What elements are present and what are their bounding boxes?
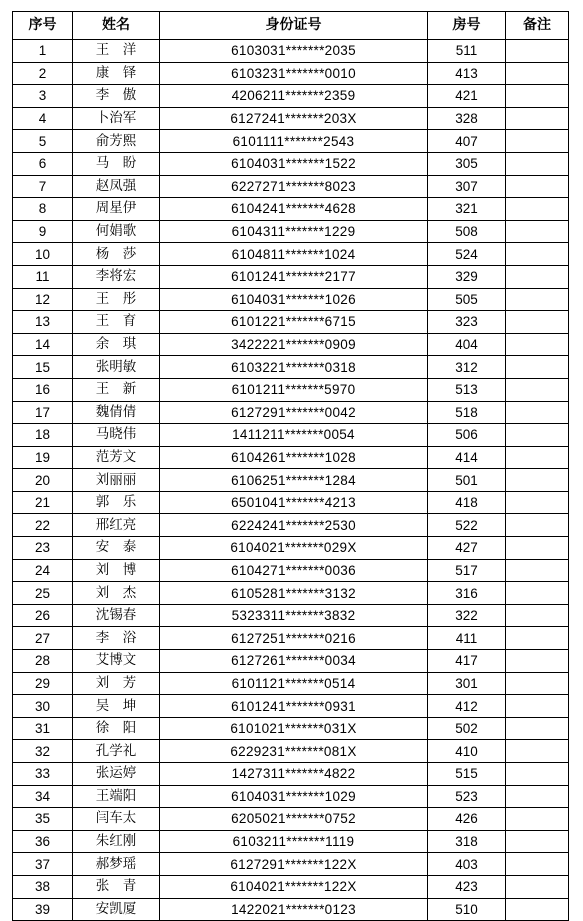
remark-cell xyxy=(506,830,569,853)
room-number-cell: 411 xyxy=(428,627,506,650)
person-name-cell: 马晓伟 xyxy=(73,424,160,447)
row-number-cell: 26 xyxy=(13,604,73,627)
header-row xyxy=(13,12,569,40)
row-number-cell: 32 xyxy=(13,740,73,763)
id-number-cell: 6104271*******0036 xyxy=(160,559,428,582)
person-name-cell: 康 铎 xyxy=(73,62,160,85)
room-number-cell: 523 xyxy=(428,785,506,808)
id-number-cell: 6101211*******5970 xyxy=(160,378,428,401)
remark-cell xyxy=(506,265,569,288)
room-number-cell: 307 xyxy=(428,175,506,198)
table-row xyxy=(13,265,569,288)
person-name-cell: 孔学礼 xyxy=(73,740,160,763)
table-row xyxy=(13,582,569,605)
room-number-cell: 510 xyxy=(428,898,506,921)
person-name-cell: 范芳文 xyxy=(73,446,160,469)
room-number-cell: 427 xyxy=(428,537,506,560)
remark-cell xyxy=(506,446,569,469)
id-number-cell: 6105281*******3132 xyxy=(160,582,428,605)
id-number-cell: 1422021*******0123 xyxy=(160,898,428,921)
row-number-cell: 9 xyxy=(13,220,73,243)
table-row xyxy=(13,401,569,424)
row-number-cell: 20 xyxy=(13,469,73,492)
row-number-cell: 8 xyxy=(13,198,73,221)
table-row xyxy=(13,446,569,469)
room-number-cell: 323 xyxy=(428,311,506,334)
id-number-cell: 6104021*******029X xyxy=(160,537,428,560)
room-number-cell: 505 xyxy=(428,288,506,311)
person-name-cell: 郝梦瑶 xyxy=(73,853,160,876)
id-number-cell: 6127241*******203X xyxy=(160,107,428,130)
row-number-cell: 39 xyxy=(13,898,73,921)
remark-cell xyxy=(506,695,569,718)
room-number-cell: 513 xyxy=(428,378,506,401)
table-row xyxy=(13,220,569,243)
row-number-cell: 24 xyxy=(13,559,73,582)
row-number-cell: 23 xyxy=(13,537,73,560)
remark-cell xyxy=(506,604,569,627)
room-number-cell: 412 xyxy=(428,695,506,718)
table-row xyxy=(13,288,569,311)
table-row xyxy=(13,243,569,266)
room-number-cell: 423 xyxy=(428,875,506,898)
row-number-cell: 12 xyxy=(13,288,73,311)
table-row xyxy=(13,830,569,853)
header-no: 序号 xyxy=(13,12,73,40)
table-row xyxy=(13,627,569,650)
room-number-cell: 328 xyxy=(428,107,506,130)
table-row xyxy=(13,785,569,808)
id-number-cell: 6101121*******0514 xyxy=(160,672,428,695)
person-name-cell: 安 泰 xyxy=(73,537,160,560)
person-name-cell: 俞芳熙 xyxy=(73,130,160,153)
room-number-cell: 305 xyxy=(428,152,506,175)
id-number-cell: 6103031*******2035 xyxy=(160,40,428,63)
row-number-cell: 25 xyxy=(13,582,73,605)
table-row xyxy=(13,469,569,492)
room-number-cell: 524 xyxy=(428,243,506,266)
remark-cell xyxy=(506,650,569,673)
row-number-cell: 28 xyxy=(13,650,73,673)
id-number-cell: 6127291*******0042 xyxy=(160,401,428,424)
row-number-cell: 36 xyxy=(13,830,73,853)
row-number-cell: 4 xyxy=(13,107,73,130)
id-number-cell: 6229231*******081X xyxy=(160,740,428,763)
table-row xyxy=(13,604,569,627)
person-name-cell: 刘 芳 xyxy=(73,672,160,695)
table-row xyxy=(13,491,569,514)
remark-cell xyxy=(506,582,569,605)
table-row xyxy=(13,130,569,153)
person-name-cell: 张明敏 xyxy=(73,356,160,379)
remark-cell xyxy=(506,243,569,266)
room-number-cell: 417 xyxy=(428,650,506,673)
person-name-cell: 闫车太 xyxy=(73,808,160,831)
person-name-cell: 王端阳 xyxy=(73,785,160,808)
person-name-cell: 郭 乐 xyxy=(73,491,160,514)
remark-cell xyxy=(506,333,569,356)
person-name-cell: 王 新 xyxy=(73,378,160,401)
remark-cell xyxy=(506,130,569,153)
id-number-cell: 6103231*******0010 xyxy=(160,62,428,85)
room-number-cell: 312 xyxy=(428,356,506,379)
person-name-cell: 李 浴 xyxy=(73,627,160,650)
room-number-cell: 522 xyxy=(428,514,506,537)
row-number-cell: 19 xyxy=(13,446,73,469)
id-number-cell: 4206211*******2359 xyxy=(160,85,428,108)
id-number-cell: 6501041*******4213 xyxy=(160,491,428,514)
remark-cell xyxy=(506,311,569,334)
person-name-cell: 朱红刚 xyxy=(73,830,160,853)
person-name-cell: 邢红亮 xyxy=(73,514,160,537)
row-number-cell: 21 xyxy=(13,491,73,514)
table-row xyxy=(13,650,569,673)
table-row xyxy=(13,695,569,718)
table-row xyxy=(13,311,569,334)
room-number-cell: 518 xyxy=(428,401,506,424)
row-number-cell: 14 xyxy=(13,333,73,356)
table-row xyxy=(13,424,569,447)
person-name-cell: 沈锡春 xyxy=(73,604,160,627)
table-row xyxy=(13,514,569,537)
table-row xyxy=(13,808,569,831)
room-number-cell: 316 xyxy=(428,582,506,605)
id-number-cell: 6127251*******0216 xyxy=(160,627,428,650)
table-row xyxy=(13,559,569,582)
room-number-cell: 321 xyxy=(428,198,506,221)
row-number-cell: 10 xyxy=(13,243,73,266)
room-number-cell: 329 xyxy=(428,265,506,288)
remark-cell xyxy=(506,514,569,537)
row-number-cell: 38 xyxy=(13,875,73,898)
row-number-cell: 22 xyxy=(13,514,73,537)
table-row xyxy=(13,740,569,763)
roster-table xyxy=(12,11,569,921)
table-row xyxy=(13,763,569,786)
id-number-cell: 6104811*******1024 xyxy=(160,243,428,266)
remark-cell xyxy=(506,763,569,786)
table-row xyxy=(13,875,569,898)
person-name-cell: 艾博文 xyxy=(73,650,160,673)
person-name-cell: 魏倩倩 xyxy=(73,401,160,424)
row-number-cell: 5 xyxy=(13,130,73,153)
id-number-cell: 5323311*******3832 xyxy=(160,604,428,627)
id-number-cell: 6106251*******1284 xyxy=(160,469,428,492)
row-number-cell: 30 xyxy=(13,695,73,718)
id-number-cell: 6101021*******031X xyxy=(160,717,428,740)
person-name-cell: 卜治军 xyxy=(73,107,160,130)
remark-cell xyxy=(506,672,569,695)
row-number-cell: 27 xyxy=(13,627,73,650)
header-room: 房号 xyxy=(428,12,506,40)
remark-cell xyxy=(506,491,569,514)
row-number-cell: 11 xyxy=(13,265,73,288)
room-number-cell: 418 xyxy=(428,491,506,514)
person-name-cell: 王 洋 xyxy=(73,40,160,63)
person-name-cell: 赵凤强 xyxy=(73,175,160,198)
id-number-cell: 6101241*******2177 xyxy=(160,265,428,288)
room-number-cell: 421 xyxy=(428,85,506,108)
id-number-cell: 6227271*******8023 xyxy=(160,175,428,198)
id-number-cell: 6104241*******4628 xyxy=(160,198,428,221)
id-number-cell: 6104311*******1229 xyxy=(160,220,428,243)
remark-cell xyxy=(506,424,569,447)
remark-cell xyxy=(506,469,569,492)
id-number-cell: 3422221*******0909 xyxy=(160,333,428,356)
remark-cell xyxy=(506,559,569,582)
remark-cell xyxy=(506,898,569,921)
remark-cell xyxy=(506,107,569,130)
id-number-cell: 6103211*******1119 xyxy=(160,830,428,853)
row-number-cell: 6 xyxy=(13,152,73,175)
table-row xyxy=(13,175,569,198)
row-number-cell: 35 xyxy=(13,808,73,831)
table-row xyxy=(13,853,569,876)
room-number-cell: 414 xyxy=(428,446,506,469)
person-name-cell: 张 青 xyxy=(73,875,160,898)
room-number-cell: 413 xyxy=(428,62,506,85)
id-number-cell: 6104031*******1522 xyxy=(160,152,428,175)
row-number-cell: 3 xyxy=(13,85,73,108)
person-name-cell: 周星伊 xyxy=(73,198,160,221)
remark-cell xyxy=(506,40,569,63)
table-body xyxy=(13,40,569,921)
id-number-cell: 6104261*******1028 xyxy=(160,446,428,469)
table-row xyxy=(13,356,569,379)
row-number-cell: 16 xyxy=(13,378,73,401)
row-number-cell: 1 xyxy=(13,40,73,63)
remark-cell xyxy=(506,85,569,108)
id-number-cell: 6127261*******0034 xyxy=(160,650,428,673)
remark-cell xyxy=(506,537,569,560)
table-row xyxy=(13,40,569,63)
room-number-cell: 318 xyxy=(428,830,506,853)
table-row xyxy=(13,537,569,560)
table-row xyxy=(13,152,569,175)
person-name-cell: 杨 莎 xyxy=(73,243,160,266)
header-note: 备注 xyxy=(506,12,569,40)
person-name-cell: 余 琪 xyxy=(73,333,160,356)
header-name: 姓名 xyxy=(73,12,160,40)
room-number-cell: 511 xyxy=(428,40,506,63)
remark-cell xyxy=(506,175,569,198)
person-name-cell: 王 育 xyxy=(73,311,160,334)
remark-cell xyxy=(506,356,569,379)
table-row xyxy=(13,62,569,85)
table-row xyxy=(13,378,569,401)
table-row xyxy=(13,107,569,130)
remark-cell xyxy=(506,627,569,650)
id-number-cell: 6127291*******122X xyxy=(160,853,428,876)
remark-cell xyxy=(506,717,569,740)
remark-cell xyxy=(506,288,569,311)
table-row xyxy=(13,198,569,221)
room-number-cell: 515 xyxy=(428,763,506,786)
room-number-cell: 426 xyxy=(428,808,506,831)
room-number-cell: 403 xyxy=(428,853,506,876)
remark-cell xyxy=(506,785,569,808)
remark-cell xyxy=(506,401,569,424)
id-number-cell: 6101111*******2543 xyxy=(160,130,428,153)
room-number-cell: 322 xyxy=(428,604,506,627)
table-row xyxy=(13,333,569,356)
person-name-cell: 李 傲 xyxy=(73,85,160,108)
id-number-cell: 6104021*******122X xyxy=(160,875,428,898)
row-number-cell: 13 xyxy=(13,311,73,334)
table-row xyxy=(13,672,569,695)
remark-cell xyxy=(506,198,569,221)
person-name-cell: 安凯厦 xyxy=(73,898,160,921)
row-number-cell: 2 xyxy=(13,62,73,85)
person-name-cell: 王 彤 xyxy=(73,288,160,311)
id-number-cell: 6205021*******0752 xyxy=(160,808,428,831)
person-name-cell: 刘 博 xyxy=(73,559,160,582)
table-row xyxy=(13,717,569,740)
room-number-cell: 506 xyxy=(428,424,506,447)
row-number-cell: 31 xyxy=(13,717,73,740)
person-name-cell: 李将宏 xyxy=(73,265,160,288)
remark-cell xyxy=(506,152,569,175)
id-number-cell: 6104031*******1029 xyxy=(160,785,428,808)
row-number-cell: 18 xyxy=(13,424,73,447)
person-name-cell: 马 盼 xyxy=(73,152,160,175)
remark-cell xyxy=(506,740,569,763)
person-name-cell: 刘丽丽 xyxy=(73,469,160,492)
person-name-cell: 徐 阳 xyxy=(73,717,160,740)
remark-cell xyxy=(506,808,569,831)
room-number-cell: 517 xyxy=(428,559,506,582)
remark-cell xyxy=(506,62,569,85)
row-number-cell: 17 xyxy=(13,401,73,424)
remark-cell xyxy=(506,875,569,898)
row-number-cell: 29 xyxy=(13,672,73,695)
table-header xyxy=(13,12,569,40)
person-name-cell: 吴 坤 xyxy=(73,695,160,718)
id-number-cell: 6224241*******2530 xyxy=(160,514,428,537)
id-number-cell: 6101221*******6715 xyxy=(160,311,428,334)
id-number-cell: 1427311*******4822 xyxy=(160,763,428,786)
person-name-cell: 刘 杰 xyxy=(73,582,160,605)
row-number-cell: 15 xyxy=(13,356,73,379)
table-row xyxy=(13,85,569,108)
room-number-cell: 407 xyxy=(428,130,506,153)
id-number-cell: 1411211*******0054 xyxy=(160,424,428,447)
table-row xyxy=(13,898,569,921)
row-number-cell: 34 xyxy=(13,785,73,808)
room-number-cell: 501 xyxy=(428,469,506,492)
row-number-cell: 7 xyxy=(13,175,73,198)
id-number-cell: 6104031*******1026 xyxy=(160,288,428,311)
remark-cell xyxy=(506,220,569,243)
room-number-cell: 301 xyxy=(428,672,506,695)
header-id: 身份证号 xyxy=(160,12,428,40)
row-number-cell: 33 xyxy=(13,763,73,786)
person-name-cell: 张运婷 xyxy=(73,763,160,786)
room-number-cell: 508 xyxy=(428,220,506,243)
row-number-cell: 37 xyxy=(13,853,73,876)
id-number-cell: 6101241*******0931 xyxy=(160,695,428,718)
id-number-cell: 6103221*******0318 xyxy=(160,356,428,379)
room-number-cell: 404 xyxy=(428,333,506,356)
remark-cell xyxy=(506,853,569,876)
person-name-cell: 何娟歌 xyxy=(73,220,160,243)
room-number-cell: 502 xyxy=(428,717,506,740)
room-number-cell: 410 xyxy=(428,740,506,763)
remark-cell xyxy=(506,378,569,401)
